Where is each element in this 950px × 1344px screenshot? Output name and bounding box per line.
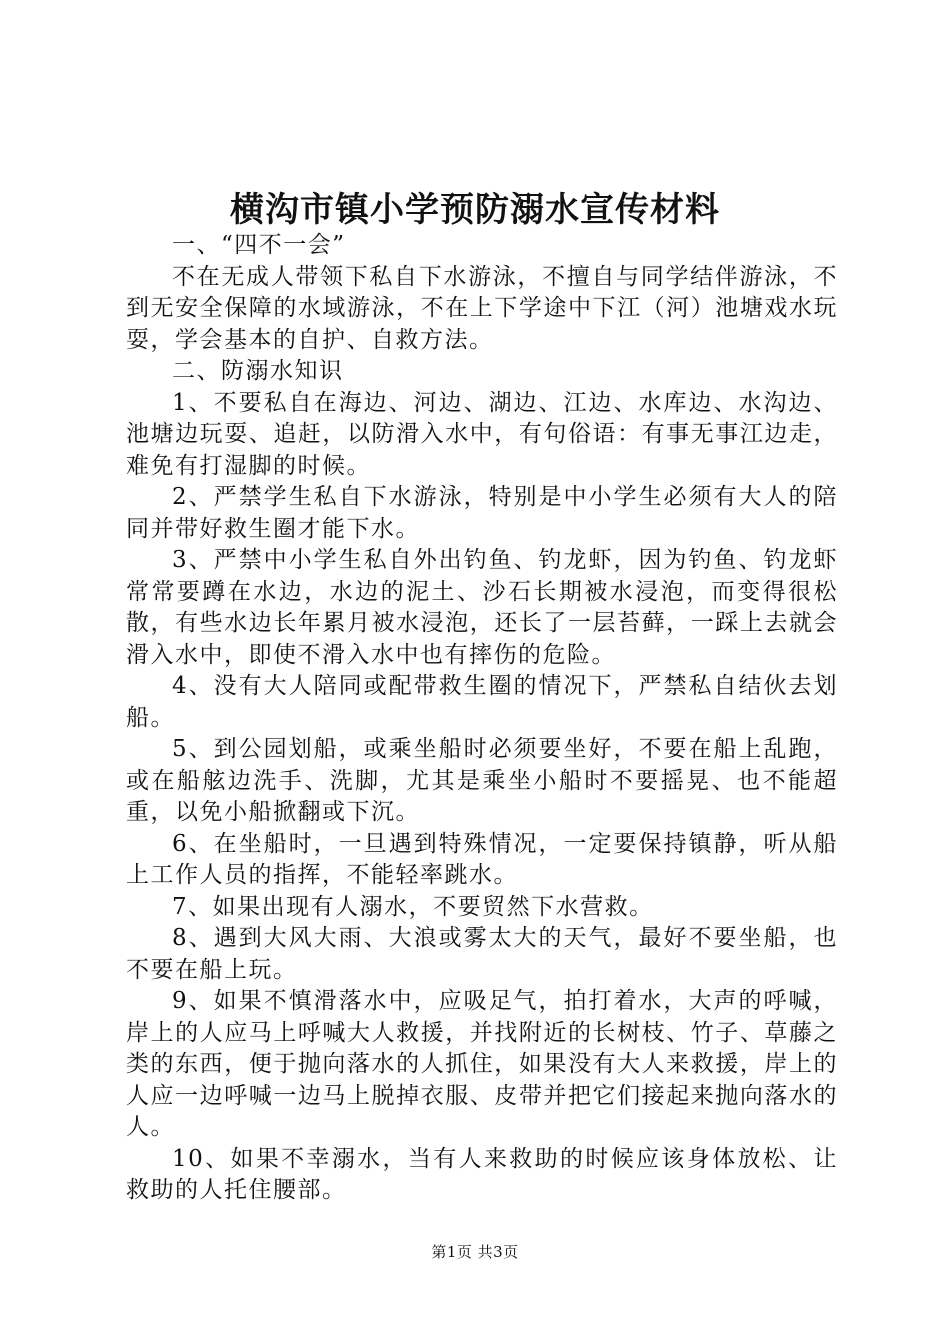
paragraph-item-1: 1、不要私自在海边、河边、湖边、江边、水库边、水沟边、池塘边玩耍、追赶，以防滑入水中，有句俗语：有事无事江边走，难免有打湿脚的时候。 xyxy=(126,389,838,479)
paragraph-item-10: 10、如果不幸溺水，当有人来救助的时候应该身体放松、让救助的人托住腰部。 xyxy=(126,1145,838,1203)
section-heading-knowledge: 二、防溺水知识 xyxy=(172,358,344,384)
paragraph-item-9: 9、如果不慎滑落水中，应吸足气，拍打着水，大声的呼喊，岸上的人应马上呼喊大人救援，并找附近的长树枝、竹子、草藤之类的东西，便于抛向落水的人抓住，如果没有大人来救援，岸上的人应一边呼喊一边马上脱掉衣服、皮带并把它们接起来抛向落水的人。 xyxy=(126,988,838,1140)
paragraph-item-6: 6、在坐船时，一旦遇到特殊情况，一定要保持镇静，听从船上工作人员的指挥，不能轻率跳水。 xyxy=(126,830,838,888)
document-body xyxy=(126,230,838,1207)
paragraph-item-7: 7、如果出现有人溺水，不要贸然下水营救。 xyxy=(172,893,654,920)
paragraph-item-3: 3、严禁中小学生私自外出钓鱼、钓龙虾，因为钓鱼、钓龙虾常常要蹲在水边，水边的泥土、沙石长期被水浸泡，而变得很松散，有些水边长年累月被水浸泡，还长了一层苔藓，一踩上去就会滑入水中，即使不滑入水中也有摔伤的危险。 xyxy=(126,547,838,668)
paragraph-item-2: 2、严禁学生私自下水游泳，特别是中小学生必须有大人的陪同并带好救生圈才能下水。 xyxy=(126,484,838,542)
document-title: 横沟市镇小学预防溺水宣传材料 xyxy=(230,190,720,230)
section-heading-four-rules: 一、“四不一会” xyxy=(172,232,346,258)
paragraph-item-4: 4、没有大人陪同或配带救生圈的情况下，严禁私自结伙去划船。 xyxy=(126,673,838,731)
paragraph-item-5: 5、到公园划船，或乘坐船时必须要坐好，不要在船上乱跑，或在船舷边洗手、洗脚，尤其是乘坐小船时不要摇晃、也不能超重，以免小船掀翻或下沉。 xyxy=(126,736,838,825)
paragraph-item-8: 8、遇到大风大雨、大浪或雾太大的天气，最好不要坐船，也不要在船上玩。 xyxy=(126,925,838,983)
paragraph-four-rules: 不在无成人带领下私自下水游泳，不擅自与同学结伴游泳，不到无安全保障的水域游泳，不在上下学途中下江（河）池塘戏水玩耍，学会基本的自护、自救方法。 xyxy=(126,263,838,353)
page-number-footer: 第1页 共3页 xyxy=(431,1243,519,1261)
